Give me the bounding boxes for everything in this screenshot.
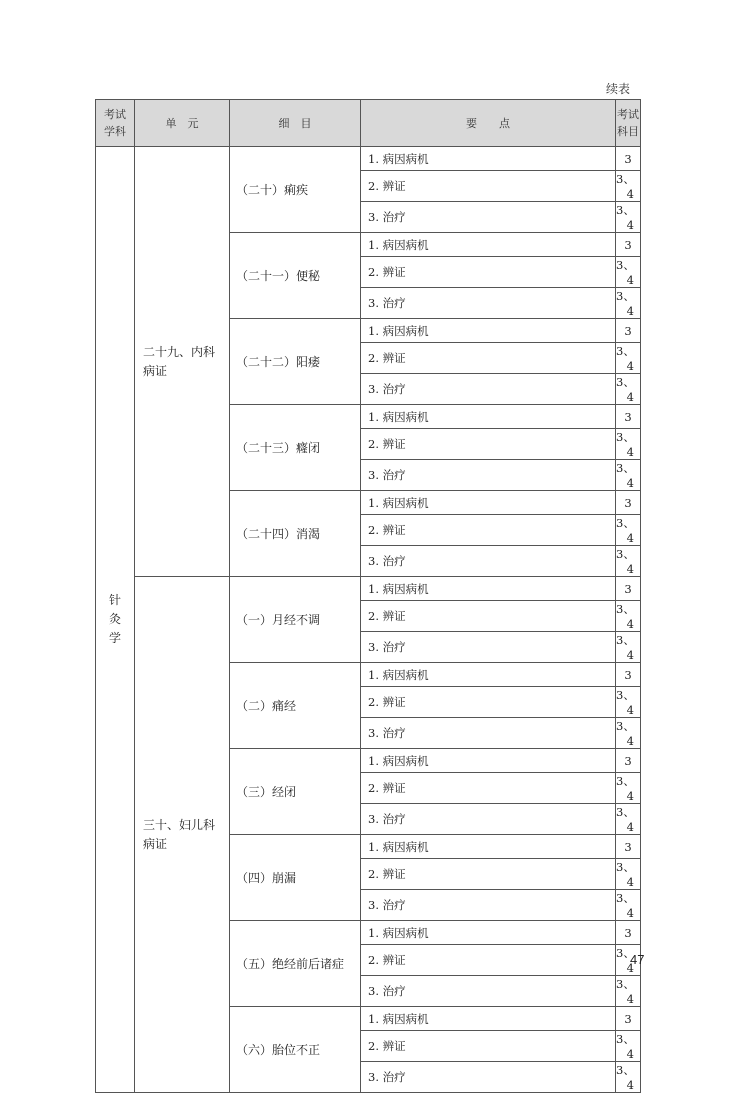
point-cell: 2. 辨证 bbox=[361, 687, 616, 718]
item-cell: （二十四）消渴 bbox=[230, 491, 361, 577]
item-cell: （二十二）阳痿 bbox=[230, 319, 361, 405]
point-cell: 2. 辨证 bbox=[361, 429, 616, 460]
header-code-line: 考试 bbox=[617, 108, 639, 121]
point-cell: 3. 治疗 bbox=[361, 546, 616, 577]
item-cell: （二十）痢疾 bbox=[230, 147, 361, 233]
table-row bbox=[96, 147, 641, 171]
item-cell: （二）痛经 bbox=[230, 663, 361, 749]
point-cell: 2. 辨证 bbox=[361, 601, 616, 632]
point-cell: 2. 辨证 bbox=[361, 343, 616, 374]
subject-cell bbox=[96, 147, 135, 1093]
point-cell: 3. 治疗 bbox=[361, 202, 616, 233]
point-cell: 3. 治疗 bbox=[361, 632, 616, 663]
exam-code-cell: 3、4 bbox=[616, 976, 641, 1007]
exam-code-cell: 3 bbox=[616, 147, 641, 171]
exam-code-cell: 3、4 bbox=[616, 601, 641, 632]
point-cell: 1. 病因病机 bbox=[361, 233, 616, 257]
point-cell: 2. 辨证 bbox=[361, 859, 616, 890]
table-row bbox=[96, 577, 641, 601]
table-header-row bbox=[96, 100, 641, 147]
subject-char: 灸 bbox=[108, 612, 121, 626]
point-cell: 2. 辨证 bbox=[361, 257, 616, 288]
exam-code-cell: 3、4 bbox=[616, 515, 641, 546]
item-cell: （二十三）癃闭 bbox=[230, 405, 361, 491]
point-cell: 3. 治疗 bbox=[361, 976, 616, 1007]
point-cell: 1. 病因病机 bbox=[361, 405, 616, 429]
exam-code-cell: 3、4 bbox=[616, 429, 641, 460]
unit-cell bbox=[135, 147, 230, 577]
exam-code-cell: 3、4 bbox=[616, 171, 641, 202]
point-cell: 1. 病因病机 bbox=[361, 147, 616, 171]
exam-code-cell: 3、4 bbox=[616, 202, 641, 233]
exam-code-cell: 3、4 bbox=[616, 1062, 641, 1093]
header-subject-line: 考试 bbox=[104, 108, 126, 121]
item-cell: （一）月经不调 bbox=[230, 577, 361, 663]
unit-name-line: 病证 bbox=[143, 836, 168, 851]
point-cell: 1. 病因病机 bbox=[361, 1007, 616, 1031]
item-cell: （四）崩漏 bbox=[230, 835, 361, 921]
page-number: 47 bbox=[630, 952, 645, 967]
exam-code-cell: 3、4 bbox=[616, 718, 641, 749]
exam-code-cell: 3、4 bbox=[616, 343, 641, 374]
subject-char: 学 bbox=[108, 631, 121, 645]
point-cell: 3. 治疗 bbox=[361, 288, 616, 319]
unit-name-line: 病证 bbox=[143, 363, 168, 378]
unit-cell bbox=[135, 577, 230, 1093]
unit-name-line: 三十、妇儿科 bbox=[143, 817, 216, 832]
exam-code-cell: 3、4 bbox=[616, 945, 641, 976]
exam-code-cell: 3 bbox=[616, 663, 641, 687]
point-cell: 2. 辨证 bbox=[361, 515, 616, 546]
unit-name-line: 二十九、内科 bbox=[143, 344, 216, 359]
point-cell: 2. 辨证 bbox=[361, 1031, 616, 1062]
point-cell: 2. 辨证 bbox=[361, 773, 616, 804]
exam-code-cell: 3、4 bbox=[616, 687, 641, 718]
point-cell: 3. 治疗 bbox=[361, 718, 616, 749]
exam-code-cell: 3 bbox=[616, 921, 641, 945]
exam-code-cell: 3 bbox=[616, 319, 641, 343]
exam-code-cell: 3 bbox=[616, 577, 641, 601]
point-cell: 2. 辨证 bbox=[361, 171, 616, 202]
header-code bbox=[616, 100, 641, 147]
exam-code-cell: 3、4 bbox=[616, 288, 641, 319]
point-cell: 3. 治疗 bbox=[361, 460, 616, 491]
item-cell: （六）胎位不正 bbox=[230, 1007, 361, 1093]
exam-code-cell: 3、4 bbox=[616, 460, 641, 491]
point-cell: 3. 治疗 bbox=[361, 374, 616, 405]
exam-code-cell: 3、4 bbox=[616, 773, 641, 804]
exam-code-cell: 3、4 bbox=[616, 632, 641, 663]
point-cell: 1. 病因病机 bbox=[361, 749, 616, 773]
exam-code-cell: 3 bbox=[616, 749, 641, 773]
exam-code-cell: 3、4 bbox=[616, 859, 641, 890]
header-unit: 单 元 bbox=[135, 100, 230, 147]
header-point: 要 点 bbox=[361, 100, 616, 147]
point-cell: 3. 治疗 bbox=[361, 1062, 616, 1093]
exam-code-cell: 3、4 bbox=[616, 374, 641, 405]
exam-code-cell: 3、4 bbox=[616, 257, 641, 288]
header-code-line: 科目 bbox=[617, 125, 639, 138]
exam-code-cell: 3、4 bbox=[616, 1031, 641, 1062]
continuation-label: 续表 bbox=[606, 82, 631, 96]
subject-char: 针 bbox=[108, 593, 121, 607]
point-cell: 3. 治疗 bbox=[361, 804, 616, 835]
exam-code-cell: 3、4 bbox=[616, 546, 641, 577]
exam-code-cell: 3 bbox=[616, 233, 641, 257]
point-cell: 2. 辨证 bbox=[361, 945, 616, 976]
exam-code-cell: 3 bbox=[616, 491, 641, 515]
point-cell: 1. 病因病机 bbox=[361, 319, 616, 343]
exam-code-cell: 3 bbox=[616, 835, 641, 859]
point-cell: 1. 病因病机 bbox=[361, 835, 616, 859]
exam-code-cell: 3、4 bbox=[616, 804, 641, 835]
point-cell: 1. 病因病机 bbox=[361, 921, 616, 945]
exam-code-cell: 3 bbox=[616, 405, 641, 429]
item-cell: （三）经闭 bbox=[230, 749, 361, 835]
header-item: 细 目 bbox=[230, 100, 361, 147]
point-cell: 1. 病因病机 bbox=[361, 663, 616, 687]
header-subject-line: 学科 bbox=[104, 125, 126, 138]
exam-code-cell: 3、4 bbox=[616, 890, 641, 921]
header-subject bbox=[96, 100, 135, 147]
point-cell: 1. 病因病机 bbox=[361, 577, 616, 601]
exam-code-cell: 3 bbox=[616, 1007, 641, 1031]
point-cell: 1. 病因病机 bbox=[361, 491, 616, 515]
item-cell: （五）绝经前后诸症 bbox=[230, 921, 361, 1007]
item-cell: （二十一）便秘 bbox=[230, 233, 361, 319]
point-cell: 3. 治疗 bbox=[361, 890, 616, 921]
syllabus-table bbox=[95, 99, 641, 1093]
